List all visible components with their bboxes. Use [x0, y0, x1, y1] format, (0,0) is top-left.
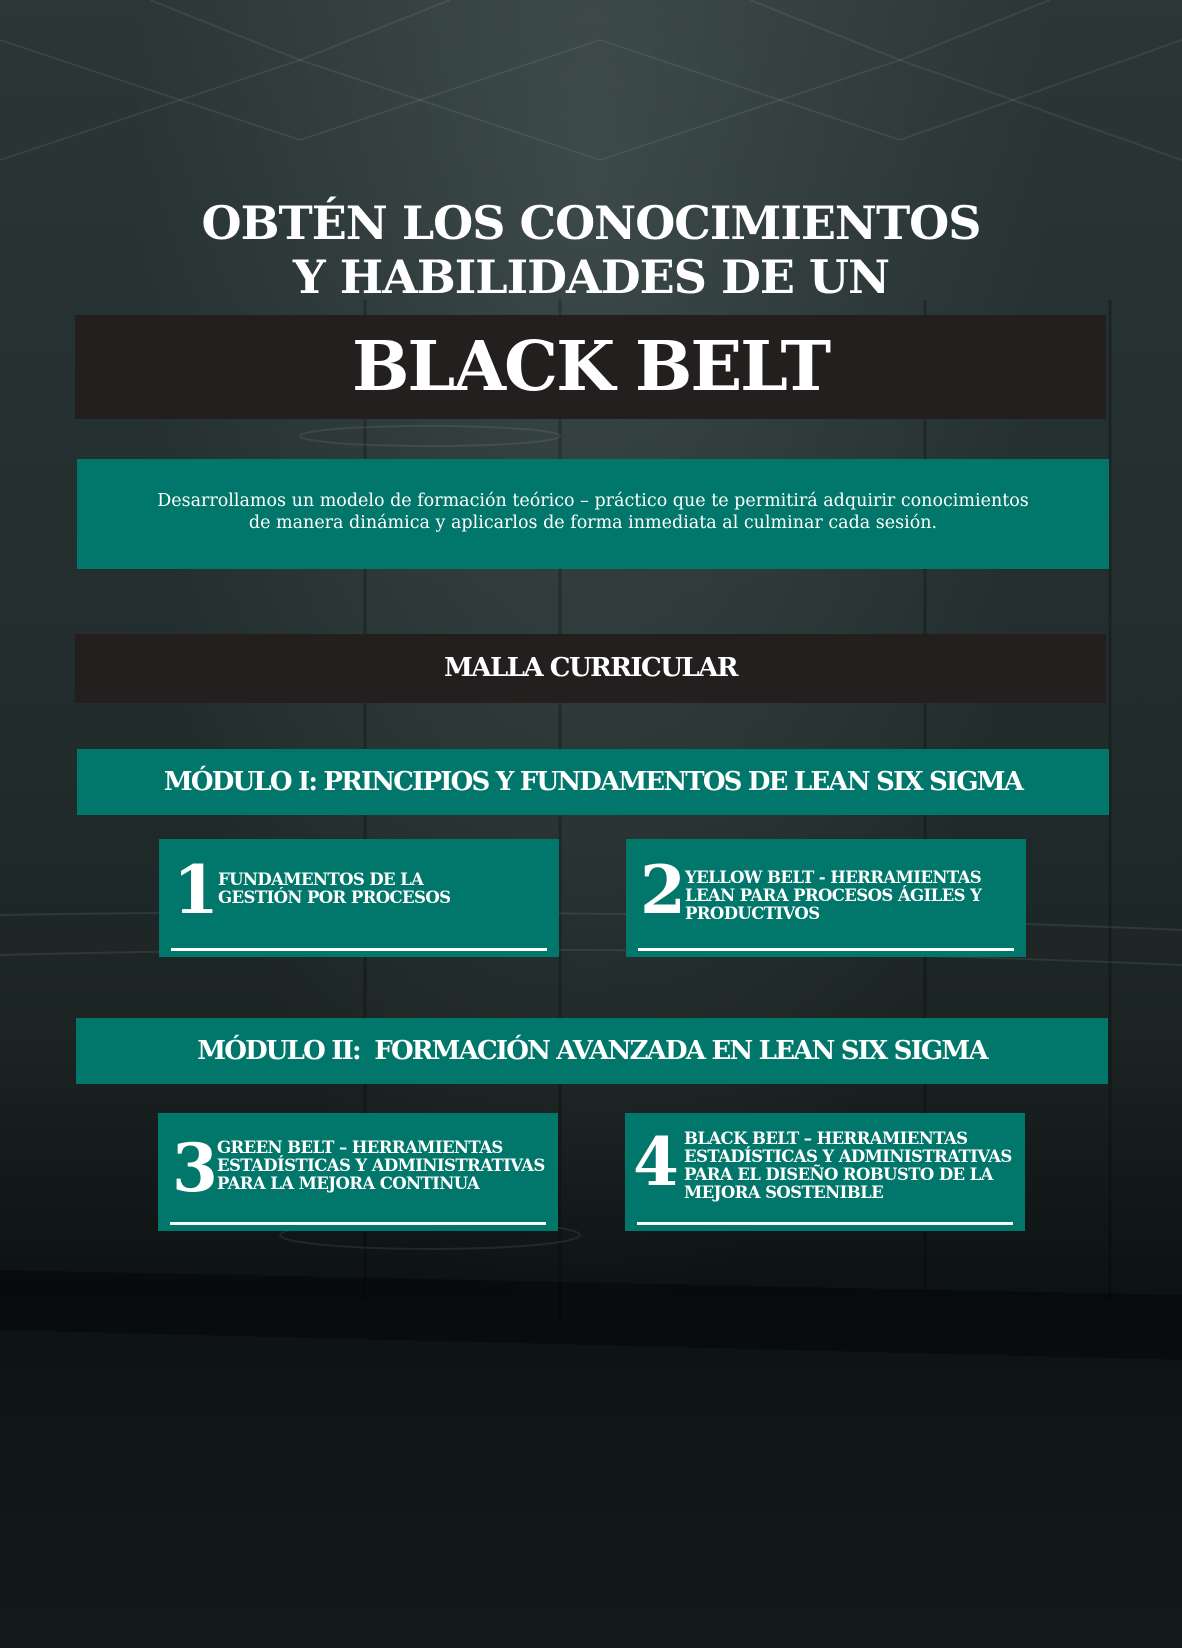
course-title-2-line-1: YELLOW BELT - HERRAMIENTAS: [685, 868, 982, 887]
course-title-4-line-3: PARA EL DISEÑO ROBUSTO DE LA: [684, 1165, 993, 1184]
module-2-banner: [76, 1018, 1108, 1084]
hero-title: [0, 196, 1182, 304]
course-title-2-line-2: LEAN PARA PROCESOS ÁGILES Y: [685, 886, 982, 905]
course-card-1: [159, 839, 559, 957]
course-title-4-line-2: ESTADÍSTICAS Y ADMINISTRATIVAS: [684, 1147, 1012, 1166]
intro-line-2: de manera dinámica y aplicarlos de forma inmediata al culminar cada sesión.: [248, 513, 938, 533]
course-title-4-line-1: BLACK BELT – HERRAMIENTAS: [684, 1129, 968, 1148]
course-title-1-line-2: GESTIÓN POR PROCESOS: [218, 888, 451, 907]
intro-panel: [77, 459, 1109, 569]
module-2-title: MÓDULO II: FORMACIÓN AVANZADA EN LEAN SIX SIGMA: [197, 1036, 987, 1066]
course-card-4: [625, 1113, 1025, 1231]
hero-title-line-2: Y HABILIDADES DE UN: [292, 250, 890, 304]
intro-line-1: Desarrollamos un modelo de formación teórico – práctico que te permitirá adquirir conocimientos: [157, 491, 1029, 511]
course-title-1: [218, 871, 450, 907]
course-number-1: 1: [173, 851, 219, 929]
black-belt-heading: BLACK BELT: [351, 327, 830, 407]
intro-text: [77, 459, 1109, 534]
hero-title-line-1: OBTÉN LOS CONOCIMIENTOS: [201, 196, 981, 250]
course-title-3: [217, 1139, 545, 1193]
course-title-4-line-4: MEJORA SOSTENIBLE: [684, 1183, 884, 1202]
course-card-3: [158, 1113, 558, 1231]
black-belt-banner: [75, 315, 1106, 419]
curriculum-banner: [75, 634, 1106, 703]
course-number-4: 4: [633, 1123, 679, 1201]
course-number-2: 2: [640, 851, 686, 929]
module-1-banner: [77, 749, 1109, 815]
course-title-4: [684, 1130, 1012, 1202]
course-underline-4: [637, 1222, 1013, 1225]
course-title-2: [685, 869, 981, 923]
course-title-3-line-1: GREEN BELT – HERRAMIENTAS: [217, 1138, 503, 1157]
course-title-3-line-2: ESTADÍSTICAS Y ADMINISTRATIVAS: [217, 1156, 545, 1175]
curriculum-title: MALLA CURRICULAR: [444, 653, 737, 683]
course-title-2-line-3: PRODUCTIVOS: [685, 904, 820, 923]
course-title-3-line-3: PARA LA MEJORA CONTINUA: [217, 1174, 480, 1193]
course-underline-3: [170, 1222, 546, 1225]
course-card-2: [626, 839, 1026, 957]
course-title-1-line-1: FUNDAMENTOS DE LA: [218, 870, 424, 889]
course-underline-1: [171, 948, 547, 951]
course-underline-2: [638, 948, 1014, 951]
module-1-title: MÓDULO I: PRINCIPIOS Y FUNDAMENTOS DE LEAN SIX SIGMA: [163, 767, 1023, 797]
course-number-3: 3: [172, 1129, 218, 1207]
